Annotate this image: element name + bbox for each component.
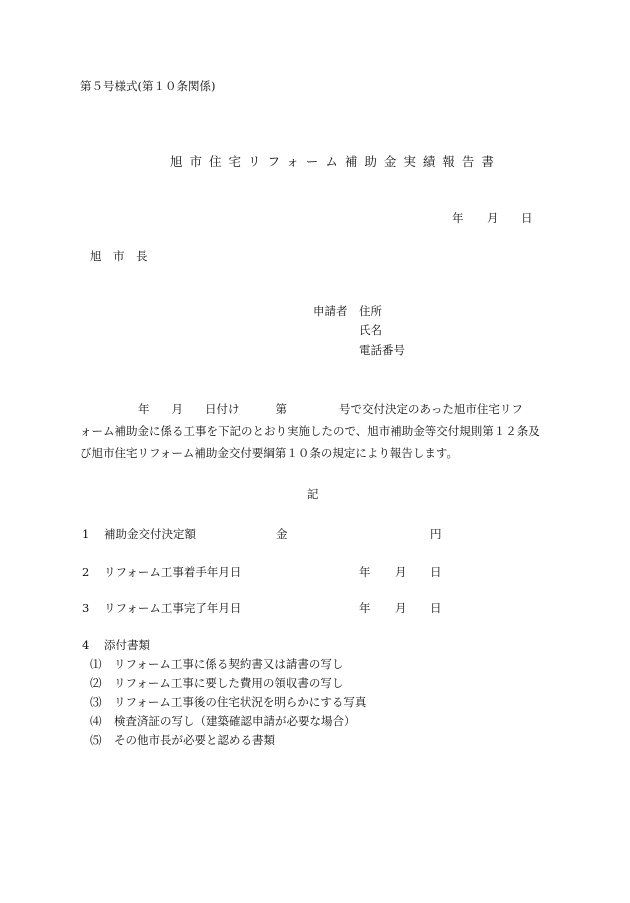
body-line-1-rest: 号で交付決定のあった旭市住宅リフ [339, 402, 523, 416]
item-3-day: 日 [430, 601, 442, 615]
attachment-number: ⑶ [90, 695, 102, 709]
body-line-2: ォーム補助金に係る工事を下記のとおり実施したので、旭市補助金等交付規則第１２条及 [80, 424, 540, 438]
item-3-number: 3 [82, 601, 90, 615]
item-2-month: 月 [395, 565, 407, 579]
item-1-number: 1 [82, 527, 90, 541]
ki-marker: 記 [307, 487, 319, 501]
attachment-number: ⑸ [90, 733, 102, 747]
date-year: 年 [452, 211, 464, 225]
attachment-number: ⑷ [90, 714, 102, 728]
item-2-year: 年 [359, 565, 371, 579]
attachment-number: ⑴ [90, 657, 102, 671]
body-number-prefix: 第 [275, 402, 287, 416]
form-number: 第５号様式(第１０条関係) [80, 79, 216, 93]
attachment-text: リフォーム工事に要した費用の領収書の写し [114, 676, 344, 690]
applicant-phone-label: 電話番号 [359, 343, 405, 357]
item-4-number: 4 [82, 638, 90, 652]
item-2-number: 2 [82, 565, 90, 579]
body-month: 月 [171, 402, 183, 416]
item-3-month: 月 [395, 601, 407, 615]
body-line-3: び旭市住宅リフォーム補助金交付要綱第１０条の規定により報告します。 [80, 446, 459, 460]
attachment-text: リフォーム工事に係る契約書又は請書の写し [114, 657, 344, 671]
date-day: 日 [521, 211, 533, 225]
attachment-text: リフォーム工事後の住宅状況を明らかにする写真 [114, 695, 367, 709]
item-4-label: 添付書類 [104, 638, 150, 652]
body-year: 年 [138, 402, 150, 416]
attachment-text: その他市長が必要と認める書類 [114, 733, 275, 747]
addressee: 旭 市 長 [90, 249, 148, 263]
item-3-year: 年 [359, 601, 371, 615]
attachment-text: 検査済証の写し（建築確認申請が必要な場合） [114, 714, 356, 728]
attachment-number: ⑵ [90, 676, 102, 690]
applicant-name-label: 氏名 [359, 323, 382, 337]
applicant-label: 申請者 [313, 304, 348, 318]
item-1-label: 補助金交付決定額 [104, 527, 196, 541]
item-3-label: リフォーム工事完了年月日 [104, 601, 242, 615]
item-1-kin: 金 [276, 527, 288, 541]
item-2-label: リフォーム工事着手年月日 [104, 565, 242, 579]
date-month: 月 [487, 211, 499, 225]
item-1-yen: 円 [430, 527, 442, 541]
item-2-day: 日 [430, 565, 442, 579]
body-date-suffix: 日付け [205, 402, 240, 416]
body-line-1 [80, 398, 550, 420]
applicant-address-label: 住所 [359, 304, 382, 318]
document-title: 旭市住宅リフォーム補助金実績報告書 [170, 154, 501, 169]
report-body [80, 398, 550, 464]
